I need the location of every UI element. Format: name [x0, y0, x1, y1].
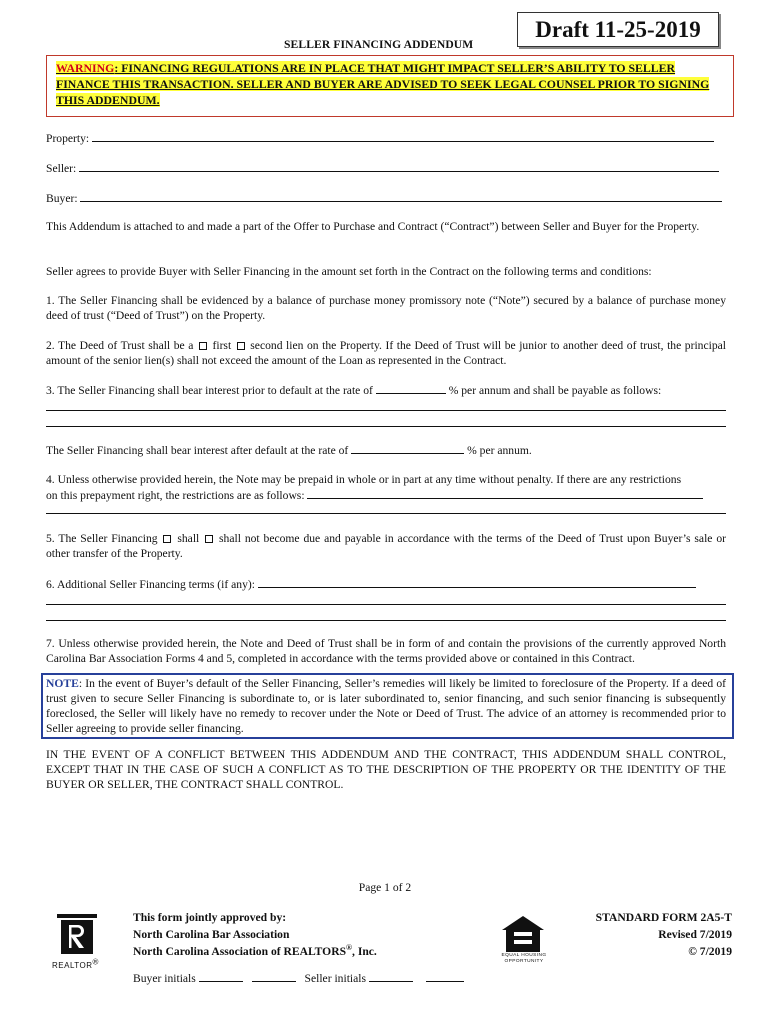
buyer-field	[46, 190, 726, 206]
note-body: : In the event of Buyer’s default of the Seller Financing, Seller’s remedies will likely be limited to foreclosure of the Property. If a deed of trust given to secure Seller Financing is subordinate to, or is later subordinated to, senior financing, and such senior financing is subsequently foreclosed, the Seller will likely have no remedy to recover under the Note or Deed of Trust. The advice of an attorney is recommended prior to Seller agreeing to provide seller financing.	[46, 677, 726, 735]
approved-line-2: North Carolina Bar Association	[133, 928, 290, 941]
equal-housing-logo-icon	[500, 914, 546, 954]
seller-input[interactable]	[79, 160, 719, 172]
checkbox-shall-not[interactable]	[205, 535, 213, 543]
buyer-initials-input-1[interactable]	[199, 970, 243, 982]
warning-label: WARNING	[56, 61, 115, 75]
note-text	[46, 676, 726, 736]
additional-terms-line-2[interactable]	[46, 604, 726, 605]
conflict-clause: IN THE EVENT OF A CONFLICT BETWEEN THIS ADDENDUM AND THE CONTRACT, THIS ADDENDUM SHALL CONTROL, EXCEPT THAT IN THE CASE OF SUCH A CONFLICT AS TO THE DESCRIPTION OF THE PROPERTY OR THE IDENTITY OF THE BUYER OR SELLER, THE CONTRACT SHALL CONTROL.	[46, 748, 726, 791]
item-3-line	[46, 382, 726, 398]
checkbox-second-lien[interactable]	[237, 342, 245, 350]
item-5-rest: shall not become due and payable in accordance with the terms of the Deed of Trust upon Buyer’s sale or other transfer of the Property.	[46, 532, 726, 560]
item-5-paragraph	[46, 531, 726, 561]
item-5-shall-label: shall	[177, 532, 200, 545]
seller-field	[46, 160, 726, 176]
equal-housing-wordmark: EQUAL HOUSING OPPORTUNITY	[501, 953, 547, 964]
item-2-paragraph	[46, 338, 726, 368]
item-2-lead: 2. The Deed of Trust shall be a	[46, 339, 194, 352]
buyer-input[interactable]	[80, 190, 722, 202]
seller-label: Seller:	[46, 162, 77, 175]
approval-block	[133, 909, 377, 960]
item-6-label: 6. Additional Seller Financing terms (if any):	[46, 578, 255, 591]
item-6-line	[46, 576, 726, 592]
checkbox-first-lien[interactable]	[199, 342, 207, 350]
item-2-first-label: first	[212, 339, 232, 352]
form-title: SELLER FINANCING ADDENDUM	[284, 38, 474, 51]
checkbox-shall[interactable]	[163, 535, 171, 543]
warning-text	[56, 60, 726, 108]
realtor-logo-icon	[57, 914, 97, 956]
seller-initials-label: Seller initials	[304, 972, 367, 985]
approved-line-3: North Carolina Association of REALTORS®, Inc.	[133, 943, 377, 958]
property-field	[46, 130, 726, 146]
item-1-paragraph: 1. The Seller Financing shall be evidenced by a balance of purchase money promissory note (“Note”) secured by a balance of purchase money deed of trust (“Deed of Trust”) on the Property.	[46, 294, 726, 322]
item-4-restrictions-label: on this prepayment right, the restrictions are as follows:	[46, 489, 305, 502]
revised-date: Revised 7/2019	[658, 928, 732, 941]
item-3-tail: % per annum and shall be payable as follows:	[448, 384, 662, 397]
property-input[interactable]	[92, 130, 714, 142]
property-label: Property:	[46, 132, 90, 145]
item-5-lead: 5. The Seller Financing	[46, 532, 158, 545]
buyer-label: Buyer:	[46, 192, 78, 205]
form-number: STANDARD FORM 2A5-T	[595, 911, 732, 924]
after-default-line	[46, 442, 726, 458]
interest-rate-after-default-input[interactable]	[351, 442, 464, 454]
seller-initials-input-2[interactable]	[426, 970, 464, 982]
after-default-tail: % per annum.	[467, 444, 532, 457]
intro-paragraph: This Addendum is attached to and made a part of the Offer to Purchase and Contract (“Contract”) between Seller and Buyer for the Property.	[46, 220, 700, 233]
draft-stamp: Draft 11-25-2019	[517, 12, 719, 47]
item-4-line-2	[46, 487, 726, 503]
prepayment-restrictions-line-2[interactable]	[46, 513, 726, 514]
initials-line	[133, 970, 464, 986]
copyright: © 7/2019	[688, 945, 732, 958]
additional-terms-input[interactable]	[258, 576, 696, 588]
payment-terms-line-2[interactable]	[46, 426, 726, 427]
additional-terms-line-3[interactable]	[46, 620, 726, 621]
after-default-lead: The Seller Financing shall bear interest after default at the rate of	[46, 444, 349, 457]
interest-rate-before-default-input[interactable]	[376, 382, 446, 394]
realtor-wordmark: REALTOR®	[52, 957, 99, 970]
buyer-initials-input-2[interactable]	[252, 970, 296, 982]
item-7-paragraph: 7. Unless otherwise provided herein, the Note and Deed of Trust shall be in form of and contain the provisions of the currently approved North Carolina Bar Association Forms 4 and 5, completed in accordance with the terms provided above or contained in this Contract.	[46, 637, 726, 665]
prepayment-restrictions-input[interactable]	[307, 487, 703, 499]
item-2-rest: second lien on the Property. If the Deed of Trust will be junior to another deed of trust, the principal amount of the senior lien(s) shall not exceed the amount of the Loan as represented in the Contract.	[46, 339, 726, 367]
item-4-line-1: 4. Unless otherwise provided herein, the Note may be prepaid in whole or in part at any time without penalty. If there are any restrictions	[46, 473, 682, 486]
payment-terms-line-1[interactable]	[46, 410, 726, 411]
warning-body: : FINANCING REGULATIONS ARE IN PLACE THAT MIGHT IMPACT SELLER’S ABILITY TO SELLER FINANCE THIS TRANSACTION. SELLER AND BUYER ARE ADVISED TO SEEK LEGAL COUNSEL PRIOR TO SIGNING THIS ADDENDUM.	[56, 61, 710, 107]
buyer-initials-label: Buyer initials	[133, 972, 196, 985]
item-3-lead: 3. The Seller Financing shall bear interest prior to default at the rate of	[46, 384, 373, 397]
page-number: Page 1 of 2	[358, 881, 412, 894]
seller-initials-input-1[interactable]	[369, 970, 413, 982]
form-id-block	[560, 909, 732, 960]
note-label: NOTE	[46, 677, 79, 690]
approved-line-1: This form jointly approved by:	[133, 911, 287, 924]
agree-paragraph: Seller agrees to provide Buyer with Seller Financing in the amount set forth in the Contract on the following terms and conditions:	[46, 265, 652, 278]
